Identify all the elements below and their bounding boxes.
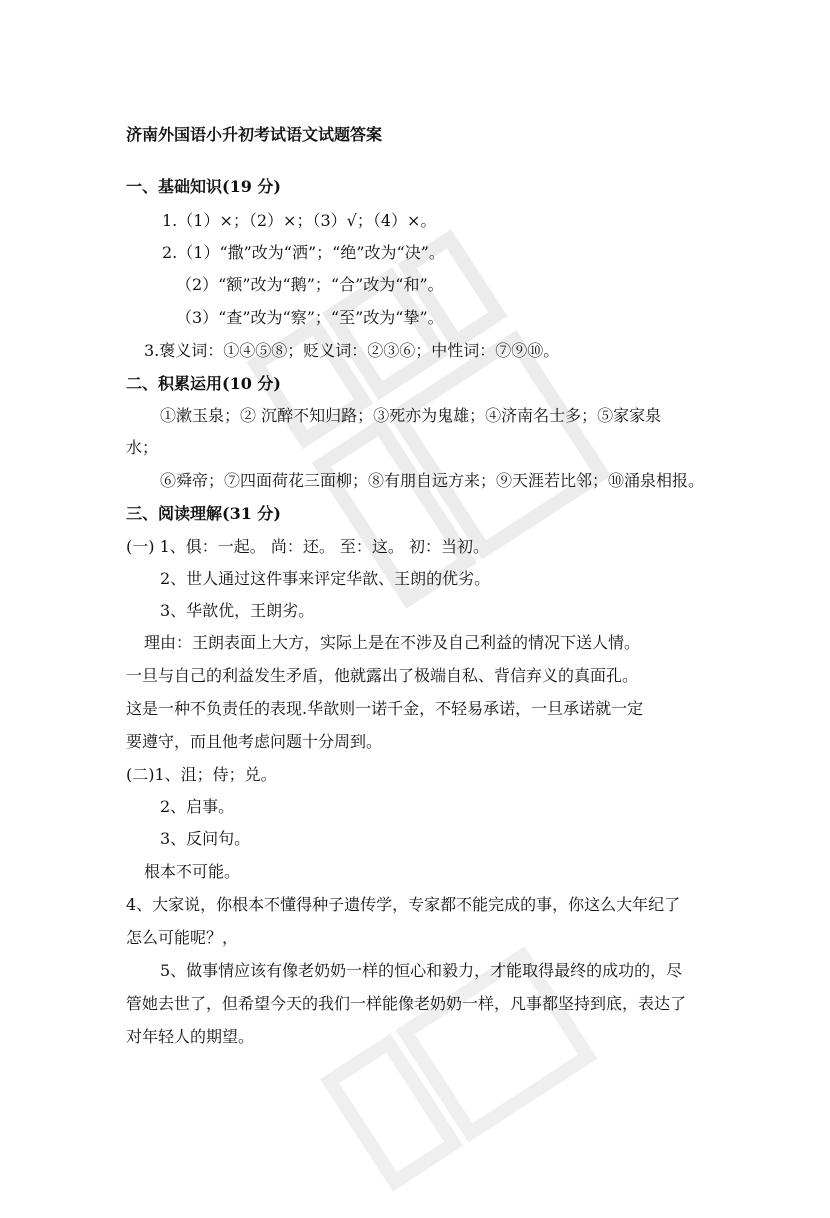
section3-line-7: 要遵守，而且他考虑问题十分周到。 (126, 732, 383, 751)
section3-line-16: 对年轻人的期望。 (126, 1027, 255, 1046)
section3-line-1: (一) 1、俱：一起。 尚：还。 至：这。 初：当初。 (126, 537, 490, 556)
section2-line-1: ①漱玉泉；② 沉醉不知归路；③死亦为鬼雄；④济南名士多；⑤家家泉 (160, 406, 662, 425)
section2-line-2: 水； (126, 438, 159, 457)
section3-line-10: 3、反问句。 (160, 829, 251, 848)
section3-line-8: (二)1、沮；侍；兑。 (126, 765, 277, 784)
section3-heading: 三、阅读理解(31 分) (126, 504, 281, 523)
section3-line-3: 3、华歆优，王朗劣。 (160, 601, 315, 620)
section3-line-15: 管她去世了，但希望今天的我们一样能像老奶奶一样，凡事都坚持到底，表达了 (126, 994, 687, 1013)
section3-line-6: 这是一种不负责任的表现.华歆则一诺千金，不轻易承诺，一旦承诺就一定 (126, 699, 644, 718)
section1-heading: 一、基础知识(19 分) (126, 177, 281, 196)
section1-line-5: 3.褒义词：①④⑤⑧；贬义词：②③⑥；中性词：⑦⑨⑩。 (144, 341, 560, 360)
section3-line-2: 2、世人通过这件事来评定华歆、王朗的优劣。 (160, 569, 491, 588)
section3-line-4: 理由：王朗表面上大方，实际上是在不涉及自己利益的情况下送人情。 (144, 633, 641, 652)
section3-line-13: 怎么可能呢？， (126, 928, 239, 947)
watermark-logo-bottom (307, 942, 612, 1218)
section3-line-5: 一旦与自己的利益发生矛盾，他就露出了极端自私、背信弃义的真面孔。 (126, 666, 639, 685)
section2-line-3: ⑥舜帝；⑦四面荷花三面柳；⑧有朋自远方来；⑨天涯若比邻；⑩涌泉相报。 (160, 471, 705, 490)
document-title: 济南外国语小升初考试语文试题答案 (126, 125, 383, 144)
section1-line-4: （3）“查”改为“察”；“至”改为“挚”。 (176, 308, 444, 327)
section3-line-12: 4、大家说，你根本不懂得种子遗传学，专家都不能完成的事，你这么大年纪了 (126, 895, 681, 914)
section2-heading: 二、积累运用(10 分) (126, 374, 281, 393)
section1-line-2: 2.（1）“撒”改为“洒”；“绝”改为“决”。 (162, 243, 445, 262)
section3-line-11: 根本不可能。 (144, 862, 241, 881)
section3-line-14: 5、做事情应该有像老奶奶一样的恒心和毅力，才能取得最终的成功的，尽 (160, 961, 683, 980)
section3-line-9: 2、启事。 (160, 797, 235, 816)
section1-line-3: （2）“额”改为“鹅”；“合”改为“和”。 (176, 275, 444, 294)
section1-line-1: 1.（1）×；（2）×；（3）√；（4）×。 (162, 211, 437, 230)
